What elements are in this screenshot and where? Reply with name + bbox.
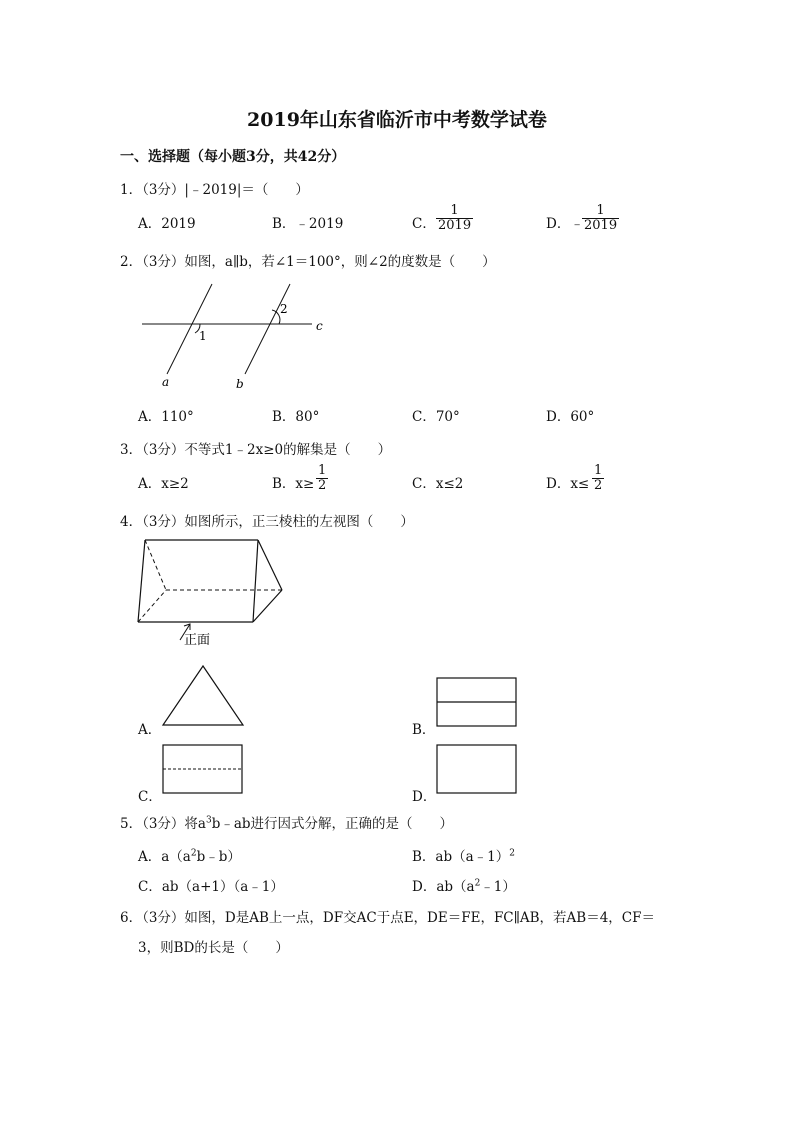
stem-part: b﹣ab进行因式分解，正确的是（ ）: [211, 816, 454, 832]
option-part: D．ab（a: [412, 879, 475, 895]
label-2: 2: [280, 302, 288, 316]
exponent: 2: [190, 848, 197, 859]
option-part: b﹣b）: [196, 849, 241, 865]
question-2-option-a: A．110°: [138, 409, 194, 425]
question-1-option-d: D．﹣: [546, 216, 584, 232]
exponent: 3: [205, 815, 212, 826]
fraction-numerator: 1: [450, 203, 459, 218]
question-5-option-a: [138, 845, 241, 865]
question-5-option-b: [412, 845, 515, 865]
question-2-option-d: D．60°: [546, 409, 595, 425]
label-c: c: [316, 319, 323, 333]
page-title: 2019年山东省临沂市中考数学试卷: [247, 109, 547, 131]
question-4-option-c: C．: [138, 789, 162, 805]
fraction-denominator: 2019: [584, 218, 618, 233]
question-2-stem: 2．（3分）如图，a∥b，若∠1＝100°，则∠2的度数是（ ）: [120, 254, 496, 270]
question-3-option-d: D．x≤: [546, 476, 590, 492]
question-6-line-1: 6．（3分）如图，D是AB上一点，DF交AC于点E，DE＝FE，FC∥AB，若AB＝4，CF＝: [120, 910, 656, 926]
question-4-stem: 4．（3分）如图所示，正三棱柱的左视图（ ）: [120, 514, 414, 530]
question-5-stem: [120, 812, 453, 832]
question-2-option-c: C．70°: [412, 409, 460, 425]
question-3-stem: 3．（3分）不等式1﹣2x≥0的解集是（ ）: [120, 442, 392, 458]
question-4-option-b: B．: [412, 722, 436, 738]
question-5-option-d: [412, 875, 516, 895]
question-3-option-c: C．x≤2: [412, 476, 464, 492]
fraction-numerator: 1: [594, 463, 603, 478]
question-4-option-d: D．: [412, 789, 437, 805]
question-3-option-a: A．x≥2: [138, 476, 189, 492]
question-5-option-c: C．ab（a+1）（a﹣1）: [138, 879, 284, 895]
fraction-denominator: 2: [318, 478, 327, 493]
label-b: b: [236, 377, 244, 391]
label-a: a: [162, 375, 170, 389]
fraction-denominator: 2: [594, 478, 603, 493]
fraction-numerator: 1: [318, 463, 327, 478]
exponent: 2: [509, 848, 515, 859]
question-1-stem: 1．（3分）|﹣2019|＝（ ）: [120, 182, 309, 198]
question-1-option-c: C．: [412, 216, 436, 232]
front-label: 正面: [184, 632, 211, 647]
fraction-numerator: 1: [596, 203, 605, 218]
question-2-option-b: B．80°: [272, 409, 320, 425]
question-1-option-a: A．2019: [138, 216, 196, 232]
question-3-option-b: B．x≥: [272, 476, 315, 492]
fraction-denominator: 2019: [438, 218, 472, 233]
option-part: A．a（a: [138, 849, 191, 865]
question-6-line-2: 3，则BD的长是（ ）: [138, 940, 289, 956]
exponent: 2: [474, 878, 481, 889]
option-part: ﹣1）: [480, 879, 516, 895]
question-4-option-a: A．: [138, 722, 162, 738]
label-1: 1: [199, 329, 207, 343]
stem-part: 5．（3分）将a: [120, 816, 206, 832]
section-heading: 一、选择题（每小题3分，共42分）: [120, 149, 346, 165]
option-part: B．ab（a﹣1）: [412, 849, 510, 865]
question-1-option-b: B．﹣2019: [272, 216, 344, 232]
